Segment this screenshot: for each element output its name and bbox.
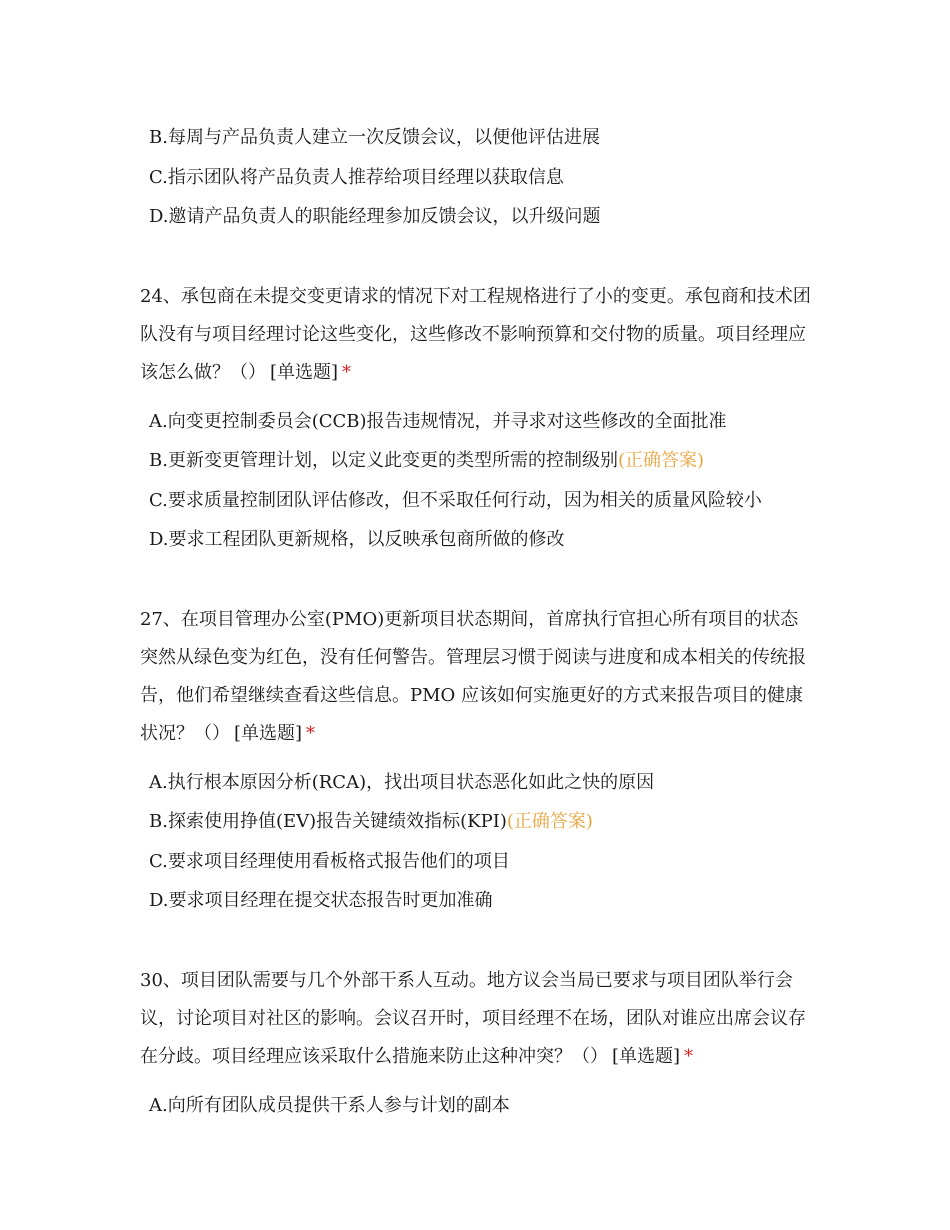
correct-answer-mark: (正确答案) (506, 811, 593, 832)
option-d: D.邀请产品负责人的职能经理参加反馈会议，以升级问题 (149, 206, 601, 227)
leading-options (140, 118, 950, 237)
option-b: B.每周与产品负责人建立一次反馈会议，以便他评估进展 (149, 127, 600, 148)
correct-answer-mark: (正确答案) (617, 450, 704, 471)
option-a: A.向所有团队成员提供干系人参与计划的副本 (149, 1094, 510, 1116)
question-text (140, 962, 812, 1076)
question-type-tag: [单选题] (270, 361, 339, 383)
required-asterisk: * (342, 361, 352, 383)
option-b: B.更新变更管理计划，以定义此变更的类型所需的控制级别(正确答案) (149, 450, 704, 471)
question-30 (140, 962, 950, 1076)
option-d: D.要求项目经理在提交状态报告时更加准确 (149, 890, 493, 911)
option-c: C.要求质量控制团队评估修改，但不采取任何行动，因为相关的质量风险较小 (149, 489, 762, 511)
option-c: C.指示团队将产品负责人推荐给项目经理以获取信息 (149, 166, 564, 188)
question-stem: 24、承包商在未提交变更请求的情况下对工程规格进行了小的变更。承包商和技术团队没有与项目经理讨论这些变化，这些修改不影响预算和交付物的质量。项目经理应该怎么做？（） (140, 285, 811, 383)
question-27-options (140, 763, 950, 921)
option-b: B.探索使用挣值(EV)报告关键绩效指标(KPI)(正确答案) (149, 811, 593, 832)
question-stem: 30、项目团队需要与几个外部干系人互动。地方议会当局已要求与项目团队举行会议，讨论项目对社区的影响。会议召开时，项目经理不在场，团队对谁应出席会议存在分歧。项目经理应该采取什么措施来防止这种冲突？（） (140, 969, 806, 1067)
option-d: D.要求工程团队更新规格，以反映承包商所做的修改 (149, 529, 565, 550)
option-a: A.向变更控制委员会(CCB)报告违规情况，并寻求对这些修改的全面批准 (149, 410, 727, 432)
question-type-tag: [单选题] (612, 1045, 681, 1067)
question-24-options (140, 402, 950, 560)
question-27 (140, 601, 950, 753)
question-stem: 27、在项目管理办公室(PMO)更新项目状态期间，首席执行官担心所有项目的状态突然从绿色变为红色，没有任何警告。管理层习惯于阅读与进度和成本相关的传统报告，他们希望继续查看这些信息。PMO 应该如何实施更好的方式来报告项目的健康状况？（） (140, 608, 806, 744)
option-c: C.要求项目经理使用看板格式报告他们的项目 (149, 850, 510, 872)
question-text (140, 601, 812, 753)
question-text (140, 278, 812, 392)
required-asterisk: * (306, 722, 316, 744)
question-24 (140, 278, 950, 392)
question-type-tag: [单选题] (234, 722, 303, 744)
question-30-options (140, 1086, 950, 1126)
required-asterisk: * (684, 1045, 694, 1067)
option-a: A.执行根本原因分析(RCA)，找出项目状态恶化如此之快的原因 (149, 771, 655, 793)
